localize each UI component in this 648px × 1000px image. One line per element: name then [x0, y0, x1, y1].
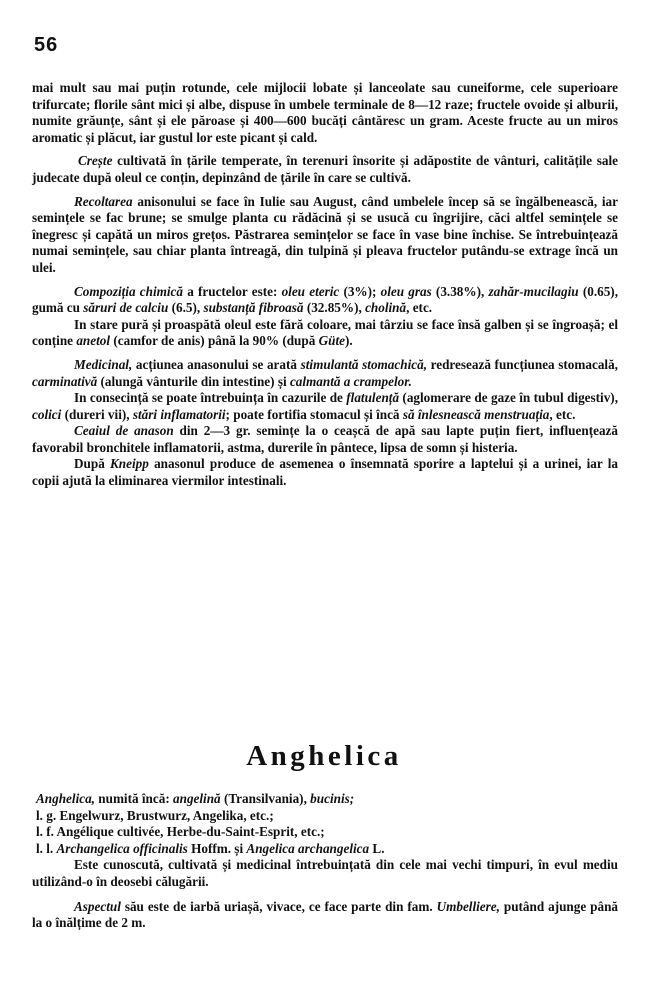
tea-paragraph — [32, 423, 618, 456]
term-flatulence: flatulență — [346, 390, 400, 406]
text-run: ; poate fortifia stomacul și încă — [225, 406, 403, 422]
anison-text-continued — [32, 80, 618, 490]
text-run: numită încă: — [94, 791, 174, 806]
synonyms-latin — [32, 841, 618, 858]
text-run: acțiunea anasonului se arată — [132, 356, 301, 372]
text-run: redresează funcțiunea stomacală, — [427, 356, 618, 372]
author-gute: Güte — [318, 333, 345, 349]
term-fatty-oil: oleu gras — [380, 283, 432, 299]
term-stomachic: stimulantă stomachică, — [300, 356, 427, 372]
growing-text: cultivată în țările temperate, în terenuri însorite și adăpostite de vânturi, calitățile sale judecate după oleul ce conțin, depinzând de țările în care se cultivă. — [32, 153, 618, 185]
term-anethole: anetol — [76, 333, 111, 349]
text-run: l. l. — [36, 840, 57, 856]
term-choline: cholină — [365, 300, 407, 316]
medicinal-lead: Medicinal, — [74, 356, 133, 372]
text-run: In stare pură și proaspătă oleul este fără coloare, mai târziu se face însă galben și se îngroașă; el conține — [32, 316, 618, 349]
text-run: său este de iarbă uriașă, vivace, ce face parte din fam. — [120, 898, 437, 914]
text-run: , etc. — [406, 300, 433, 316]
text-run: (3.38%), — [431, 283, 489, 299]
harvest-paragraph — [32, 194, 618, 277]
text-run: (dureri vii), — [61, 406, 133, 422]
term-fibrous-substance: substanță fibroasă — [203, 300, 304, 316]
text-run: din 2—3 gr. semințe la o ceașcă de apă sau lapte puțin fiert, influențează favorabil bronchitele inflamatorii, astma, durerile în pântece, lipsa de somn și histeria. — [32, 423, 618, 455]
text-run: putând ajunge până la o înălțime de 2 m. — [32, 898, 619, 931]
text-run: După — [74, 456, 111, 472]
indications-paragraph — [32, 390, 618, 423]
text-run: (camfor de anis) până la 90% (după — [110, 333, 319, 349]
term-sugar-mucilage: zahăr-mucilagiu — [488, 283, 579, 299]
oil-paragraph — [32, 317, 618, 350]
synonyms-romanian — [32, 791, 618, 808]
text-run: , etc. — [549, 406, 576, 422]
term-carminative: carminativă — [32, 373, 98, 389]
tea-lead: Ceaiul de anason — [74, 423, 174, 439]
alt-name-bucinis: bucinis; — [310, 791, 355, 806]
text-run: (32.85%), — [303, 300, 366, 316]
kneipp-paragraph — [32, 456, 618, 489]
latin-name-angelica: Angelica archangelica — [246, 840, 370, 856]
text-run: (Transilvania), — [220, 791, 311, 806]
page-number: 56 — [34, 34, 59, 56]
text-run: (3%); — [339, 283, 381, 299]
term-calcium-salts: săruri de calciu — [83, 300, 169, 316]
family-name: Umbelliere, — [436, 898, 500, 914]
section-title: Anghelica — [246, 740, 402, 772]
text-run: ). — [345, 333, 353, 349]
growing-paragraph — [32, 153, 618, 186]
author-kneipp: Kneipp — [110, 456, 149, 472]
latin-name-archangelica: Archangelica officinalis — [56, 840, 188, 856]
description-paragraph: mai mult sau mai puțin rotunde, cele mijlocii lobate și lanceolate sau cuneiforme, cele superioare trifurcate; florile sânt mici și albe, dispuse în umbele terminale de 8—12 raze; fructele ovoide și alburii, numite grăunțe, sânt și ele păroase și 400—600 bucăți cântăresc un gram. Aceste fructe au un miros aromatic și plăcut, iar gustul lor este picant și cald. — [32, 80, 618, 145]
text-run: anasonul produce de asemenea o însemnată sporire a laptelui și a urinei, iar la copii ajută la eliminarea viermilor intestinali. — [32, 456, 618, 489]
growing-lead: Crește — [78, 153, 113, 169]
harvest-text: anisonului se face în Iulie sau August, când umbelele încep să se îngălbenească, iar semințele se fac brune; se smulge planta cu rădăcină și se usucă cu îngrijire, căci altfel semințele se înegresc și capătă un miros grețos. Păstrarea semințelor se face în vase bine închise. Se întrebuințează numai semințele, sau chiar planta întreagă, din tulpină și pleava fructelor putându-se extrage încă un ulei. — [32, 193, 618, 275]
text-run: Hoffm. și — [187, 840, 247, 856]
text-run: In consecință se poate întrebuința în cazurile de — [74, 390, 347, 406]
text-run: (6.5), — [168, 300, 204, 316]
term-menstruation: să înlesnească menstruația — [402, 406, 550, 422]
term-colic: colici — [32, 406, 62, 422]
text-run: (aglomerare de gaze în tubul digestiv), — [399, 390, 619, 406]
term-essential-oil: oleu eteric — [281, 283, 340, 299]
harvest-lead: Recoltarea — [74, 193, 133, 209]
aspect-paragraph — [32, 899, 618, 932]
medicinal-paragraph — [32, 357, 618, 390]
term-antispasmodic: calmantă a crampelor. — [289, 373, 412, 389]
text-run: L. — [369, 840, 385, 856]
text-run: a fructelor este: — [182, 283, 282, 299]
plant-name: Anghelica, — [36, 791, 95, 806]
synonyms-french: l. f. Angélique cultivée, Herbe-du-Saint-Esprit, etc.; — [36, 824, 325, 840]
alt-name-angelina: angelină — [173, 791, 221, 806]
composition-lead: Compoziția chimică — [74, 283, 183, 299]
aspect-lead: Aspectul — [74, 898, 121, 914]
text-run: (alungă vânturile din intestine) și — [97, 373, 290, 389]
synonyms-german: l. g. Engelwurz, Brustwurz, Angelika, etc.; — [36, 807, 274, 823]
text-run: (0.65), gumă cu — [32, 283, 618, 316]
anghelica-text — [32, 791, 618, 932]
composition-paragraph — [32, 284, 618, 317]
history-paragraph: Este cunoscută, cultivată și medicinal întrebuințată din cele mai vechi timpuri, în evul mediu utilizând-o în deosebi călugării. — [32, 857, 618, 889]
term-inflammation: stări inflamatorii — [132, 406, 226, 422]
